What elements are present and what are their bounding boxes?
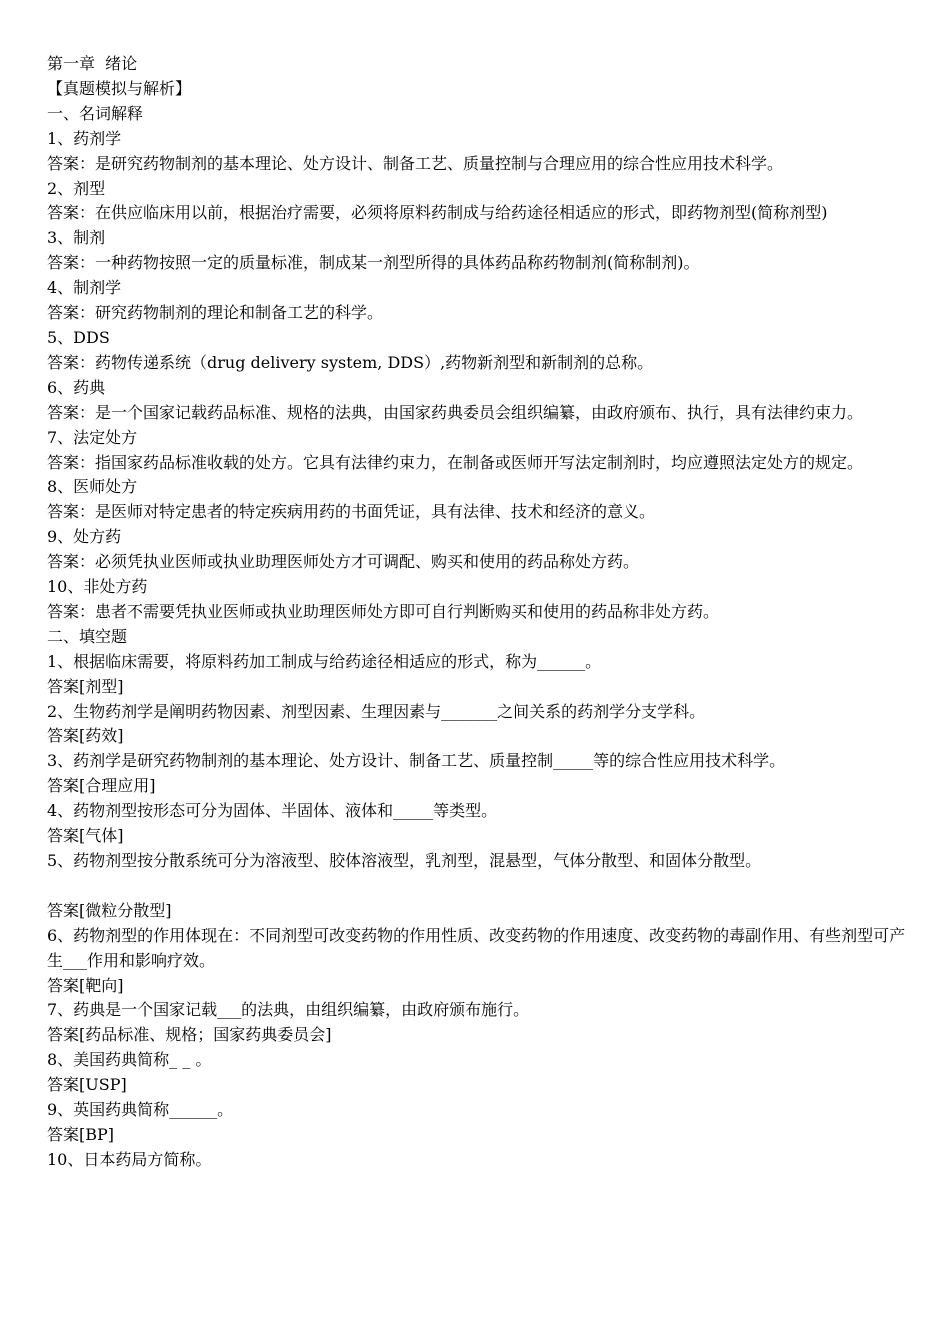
fill-question-1: 1、根据临床需要，将原料药加工制成与给药途径相适应的形式，称为______。 (47, 651, 602, 671)
term-3-answer: 答案：一种药物按照一定的质量标准，制成某一剂型所得的具体药品称药物制剂(简称制剂)。 (47, 253, 700, 273)
term-6: 6、药典 (47, 377, 106, 397)
fill-answer-8: 答案[USP] (47, 1075, 127, 1095)
fill-question-4: 4、药物剂型按形态可分为固体、半固体、液体和_____等类型。 (47, 801, 498, 821)
term-8: 8、医师处方 (47, 477, 138, 497)
fill-answer-9: 答案[BP] (47, 1124, 115, 1144)
term-1-answer: 答案：是研究药物制剂的基本理论、处方设计、制备工艺、质量控制与合理应用的综合性应用技术科学。 (47, 153, 784, 173)
fill-question-7: 7、药典是一个国家记载___的法典，由组织编纂，由政府颁布施行。 (47, 1000, 530, 1020)
fill-question-8: 8、美国药典简称_ _ 。 (47, 1050, 212, 1070)
fill-question-5: 5、药物剂型按分散系统可分为溶液型、胶体溶液型，乳剂型，混悬型，气体分散型、和固体分散型。 (47, 851, 762, 870)
term-9-answer: 答案：必须凭执业医师或执业助理医师处方才可调配、购买和使用的药品称处方药。 (47, 552, 640, 572)
document-page (47, 52, 907, 1173)
fill-answer-1: 答案[剂型] (47, 676, 124, 696)
fill-answer-2: 答案[药效] (47, 726, 124, 746)
term-2: 2、剂型 (47, 178, 106, 198)
term-7-answer: 答案：指国家药品标准收载的处方。它具有法律约束力，在制备或医师开写法定制剂时，均应遵照法定处方的规定。 (47, 452, 864, 472)
fill-question-2: 2、生物药剂学是阐明药物因素、剂型因素、生理因素与_______之间关系的药剂学分支学科。 (47, 701, 706, 721)
term-7: 7、法定处方 (47, 427, 138, 447)
fill-question-3: 3、药剂学是研究药物制剂的基本理论、处方设计、制备工艺、质量控制_____等的综合性应用技术科学。 (47, 751, 786, 771)
term-6-answer: 答案：是一个国家记载药品标准、规格的法典，由国家药典委员会组织编纂，由政府颁布、执行，具有法律约束力。 (47, 402, 864, 422)
part2-heading: 二、填空题 (47, 626, 128, 646)
fill-question-10: 10、日本药局方简称。 (47, 1149, 212, 1169)
term-8-answer: 答案：是医师对特定患者的特定疾病用药的书面凭证，具有法律、技术和经济的意义。 (47, 502, 656, 522)
term-10-answer: 答案：患者不需要凭执业医师或执业助理医师处方即可自行判断购买和使用的药品称非处方药。 (47, 601, 720, 621)
fill-answer-3: 答案[合理应用] (47, 776, 156, 796)
chapter-title: 第一章 绪论 (47, 54, 138, 73)
term-1: 1、药剂学 (47, 128, 122, 148)
term-2-answer: 答案：在供应临床用以前，根据治疗需要，必须将原料药制成与给药途径相适应的形式，即药物剂型(简称剂型) (47, 203, 828, 223)
term-3: 3、制剂 (47, 228, 106, 248)
term-4: 4、制剂学 (47, 278, 122, 298)
part1-heading: 一、名词解释 (47, 103, 144, 123)
term-10: 10、非处方药 (47, 577, 148, 597)
fill-answer-4: 答案[气体] (47, 826, 124, 846)
fill-answer-5: 答案[微粒分散型] (47, 900, 172, 920)
fill-question-6: 6、药物剂型的作用体现在：不同剂型可改变药物的作用性质、改变药物的作用速度、改变药物的毒副作用、有些剂型可产生___作用和影响疗效。 (47, 925, 906, 970)
fill-answer-6: 答案[靶向] (47, 975, 124, 995)
section-title: 【真题模拟与解析】 (47, 78, 192, 98)
blank-line (47, 874, 907, 899)
term-5-answer: 答案：药物传递系统（drug delivery system, DDS）,药物新剂型和新制剂的总称。 (47, 352, 654, 372)
fill-question-9: 9、英国药典简称______。 (47, 1100, 234, 1120)
term-4-answer: 答案：研究药物制剂的理论和制备工艺的科学。 (47, 303, 384, 323)
term-5: 5、DDS (47, 327, 110, 347)
fill-answer-7: 答案[药品标准、规格；国家药典委员会] (47, 1025, 332, 1045)
term-9: 9、处方药 (47, 527, 122, 547)
